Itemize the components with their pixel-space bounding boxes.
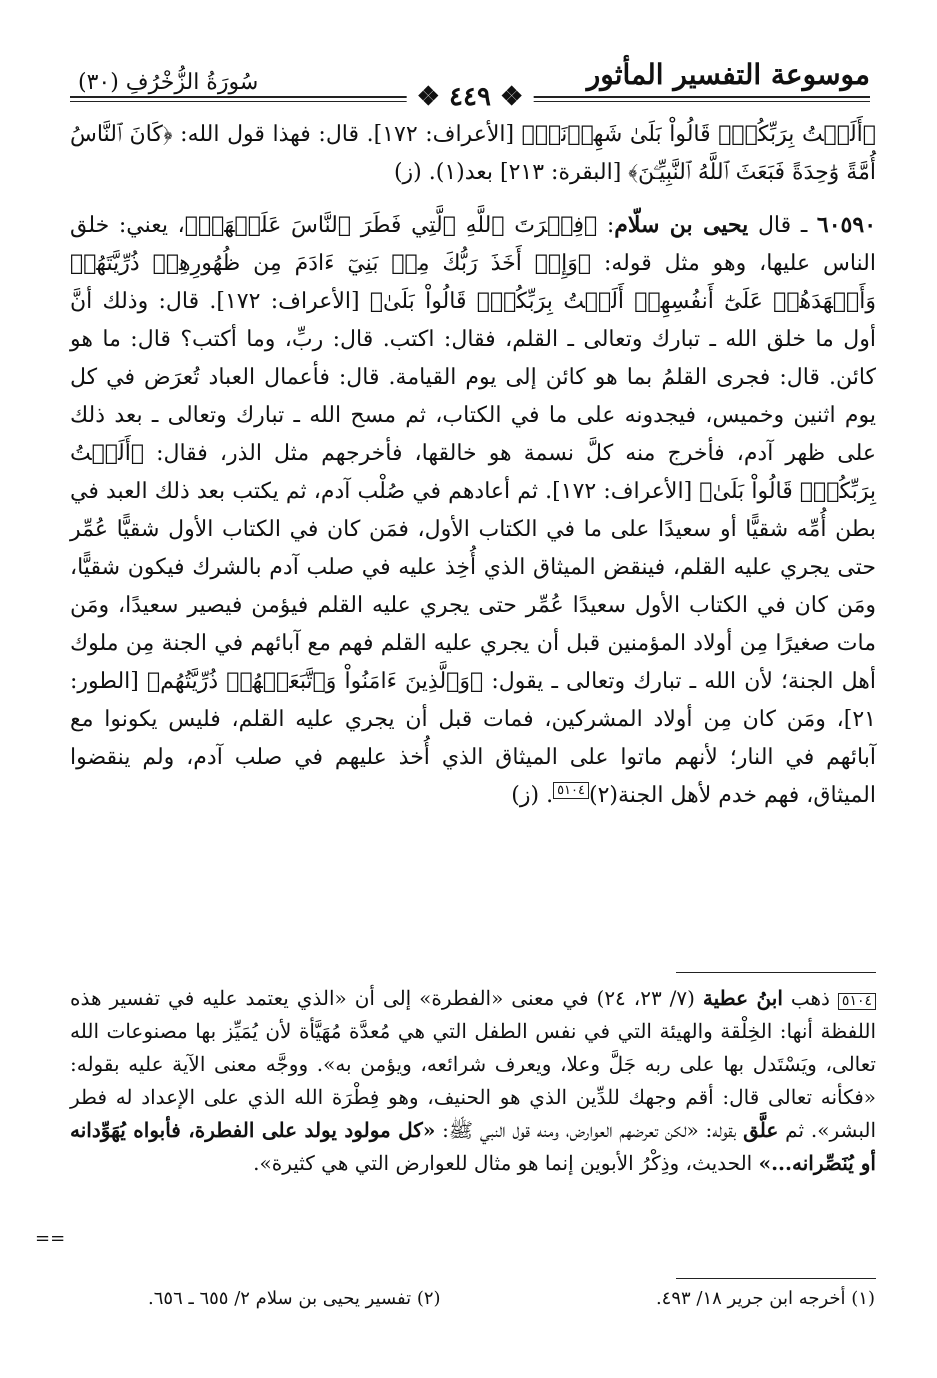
hadith-quote: «كل مولود يولد على الفطرة، فأبواه يُهَوِّدانه أو يُنَصِّرانه...» <box>70 1118 876 1175</box>
footnote-separator <box>676 1278 876 1279</box>
narration-dash: ـ <box>800 213 808 238</box>
note-badge: ٥١٠٤ <box>838 993 876 1010</box>
footnote-1: (١) أخرجه ابن جرير ١٨/ ٤٩٣. <box>655 1288 875 1309</box>
paragraph-continuation: ﴿أَلَسۡتُ بِرَبِّكُمۡۖ قَالُواْ بَلَىٰ شَهِدۡنَآۚ﴾ [الأعراف: ١٧٢]. قال: فهذا قول الله: ﴿كَانَ ٱلنَّاسُ أُمَّةً وَٰحِدَةً فَبَعَثَ ٱللَّهُ ٱلنَّبِيِّـۧنَ﴾ [البقرة: ٢١٣] بعد(١). (ز) <box>70 122 876 185</box>
margin-mark: == <box>35 1228 66 1249</box>
book-title: موسوعة التفسير المأثور <box>586 58 870 91</box>
note-separator <box>676 972 876 973</box>
note-text-d: الحديث، وذِكْرُ الأبوين إنما هو مثال للعوارض التي هي كثيرة». <box>253 1151 753 1175</box>
narration-intro: قال <box>757 213 792 238</box>
narration-body: : ﴿فِطۡرَتَ ٱللَّهِ ٱلَّتِي فَطَرَ ٱلنَّاسَ عَلَيۡهَاۚ﴾، يعني: خلق الناس عليها، وهو مثل قوله: ﴿وَإِذۡ أَخَذَ رَبُّكَ مِنۢ بَنِيٓ ءَادَمَ مِن ظُهُورِهِمۡ ذُرِّيَّتَهُمۡ وَأَشۡهَدَهُمۡ عَلَىٰٓ أَنفُسِهِمۡ أَلَسۡتُ بِرَبِّكُمۡۖ قَالُواْ بَلَىٰ﴾ [الأعراف: ١٧٢]. قال: وذلك أنَّ أول ما خلق الله ـ تبارك وتعالى ـ القلم، فقال: اكتب. قال: ربِّ، وما أكتب؟ قال: ما هو كائن. قال: فجرى القلمُ بما هو كائن إلى يوم القيامة. قال: فأعمال العباد تُعرَض في كل يوم اثنين وخميس، فيجدونه على ما في الكتاب، ثم مسح الله ـ تبارك وتعالى ـ بعد ذلك على ظهر آدم، فأخرج منه كلَّ نسمة هو خالقها، فأخرجهم مثل الذر، فقال: ﴿أَلَسۡتُ بِرَبِّكُمۡۖ قَالُواْ بَلَىٰ﴾ [الأعراف: ١٧٢]. ثم أعادهم في صُلْب آدم، ثم يكتب بعد ذلك العبد في بطن أُمِّه شقيًّا أو سعيدًا على ما في الكتاب الأول، فمَن كان في الكتاب الأول شقيًّا عُمِّر حتى يجري عليه القلم، فينقض الميثاق الذي أُخِذ عليه في صلب آدم بالشرك فيكون شقيًّا، ومَن كان في الكتاب الأول سعيدًا عُمِّر حتى يجري عليه القلم فيؤمن فيصير سعيدًا، ومَن مات صغيرًا مِن أولاد المؤمنين قبل أن يجري عليه القلم فهم مع آبائهم في الجنة مِن ملوك أهل الجنة؛ لأن الله ـ تبارك وتعالى ـ يقول: ﴿وَٱلَّذِينَ ءَامَنُواْ وَٱتَّبَعَتۡهُمۡ ذُرِّيَّتُهُم﴾ [الطور: ٢١]، ومَن كان مِن أولاد المشركين، فمات قبل أن يجري عليه القلم، فليس يكونوا مع آبائهم في النار؛ لأنهم ماتوا على الميثاق الذي أُخذ عليهم في صلب آدم، ولم ينقضوا الميثاق، فهم خدم لأهل الجنة(٢) <box>70 213 876 808</box>
main-text <box>70 116 876 829</box>
page-number: ❖ ٤٤٩ ❖ <box>407 82 534 112</box>
narration-paragraph <box>70 206 876 815</box>
commentary-note <box>70 982 876 1180</box>
footnote-2: (٢) تفسير يحيى بن سلام ٢/ ٦٥٥ ـ ٦٥٦. <box>148 1288 441 1309</box>
narration-number: ٦٠٥٩٠ <box>816 212 877 238</box>
page-header <box>70 52 870 112</box>
note-text-c: بقوله: «لكن تعرضهم العوارض، ومنه قول النبي ﷺ: <box>442 1118 737 1142</box>
note-text-a: ذهب <box>790 986 830 1010</box>
note-author: ابنُ عطية <box>702 986 783 1010</box>
note-bold-word: علَّق <box>743 1118 779 1142</box>
surah-label: سُورَةُ الزُّخْرُفِ (٣٠) <box>78 70 259 95</box>
narrator-name: يحيى بن سلّام <box>614 212 749 238</box>
cross-ref-badge: ٥١٠٤ <box>553 782 589 799</box>
narration-tail: . (ز) <box>511 783 554 808</box>
note-text-b: (٧/ ٢٣، ٢٤) في معنى «الفطرة» إلى أن «الذي يعتمد عليه في تفسير هذه اللفظة أنها: الخِلْقة والهيئة التي في نفس الطفل التي هي مُعدَّة مُهَيَّأة لأن يُمَيِّز بها مصنوعات الله تعالى، ويَسْتَدل بها على ربه جَلَّ وعلا، ويعرف شرائعه، ويؤمن به». ووجَّه معنى الآية عليه بقوله: «فكأنه تعالى قال: أقم وجهك للدِّين الذي هو الحنيف، وهو فِطْرَة الله الذي على الإعداد له فطر البشر». ثم <box>70 986 877 1142</box>
